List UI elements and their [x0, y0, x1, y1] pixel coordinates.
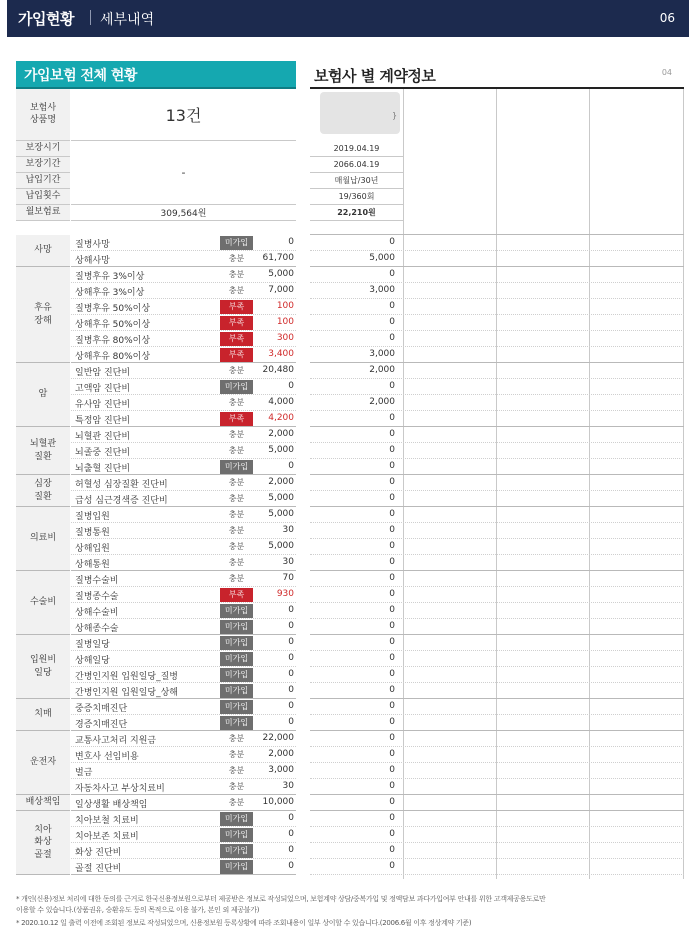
coverage-amount: 930	[276, 589, 294, 599]
coverage-row	[71, 699, 296, 715]
coverage-amount: 0	[288, 685, 294, 695]
coverage-name: 유사암 진단비	[75, 400, 131, 410]
coverage-status-badge: 충분	[228, 782, 245, 791]
header-divider	[90, 10, 91, 25]
contract-count: 13건	[71, 89, 296, 141]
payment-count-label: 납입횟수	[16, 189, 70, 205]
coverage-row	[71, 571, 296, 587]
coverage-amount: 30	[282, 557, 294, 567]
coverage-category: 치아 화상 골절	[16, 811, 70, 875]
contract-value-row	[310, 427, 684, 443]
coverage-category: 사망	[16, 235, 70, 267]
contract-value: 0	[389, 717, 395, 727]
coverage-status-badge: 부족	[220, 412, 253, 426]
contract-value: 0	[389, 525, 395, 535]
coverage-row	[71, 667, 296, 683]
coverage-status-badge: 미가입	[220, 460, 253, 474]
coverage-status-badge: 미가입	[220, 700, 253, 714]
coverage-row	[71, 619, 296, 635]
coverage-row	[71, 251, 296, 267]
coverage-category: 후유 장해	[16, 267, 70, 363]
contract-value-row	[310, 379, 684, 395]
contract-value: 0	[389, 509, 395, 519]
header-subtitle: 세부내역	[100, 12, 155, 28]
coverage-name: 뇌출혈 진단비	[75, 464, 131, 474]
coverage-amount: 0	[288, 381, 294, 391]
coverage-status-badge: 미가입	[220, 604, 253, 618]
coverage-name: 화상 진단비	[75, 848, 122, 858]
coverage-name: 일반암 진단비	[75, 368, 131, 378]
coverage-category: 치매	[16, 699, 70, 731]
coverage-row	[71, 379, 296, 395]
coverage-status-badge: 충분	[228, 798, 245, 807]
coverage-name: 질병후유 3%이상	[75, 272, 145, 282]
contract-value: 0	[389, 605, 395, 615]
contract-value: 0	[389, 669, 395, 679]
contract-value-row	[310, 731, 684, 747]
coverage-row	[71, 779, 296, 795]
contract-value-row	[310, 747, 684, 763]
coverage-row	[71, 315, 296, 331]
coverage-status-badge: 부족	[220, 348, 253, 362]
coverage-row	[71, 363, 296, 379]
contract-value-row	[310, 843, 684, 859]
coverage-amount: 0	[288, 237, 294, 247]
coverage-amount: 61,700	[262, 253, 294, 263]
coverage-row	[71, 635, 296, 651]
coverage-amount: 0	[288, 845, 294, 855]
contract-value-row	[310, 331, 684, 347]
coverage-name: 간병인지원 입원일당_상해	[75, 688, 178, 698]
coverage-name: 경증치매진단	[75, 720, 128, 730]
coverage-category: 뇌혈관 질환	[16, 427, 70, 475]
contract-value-row	[310, 651, 684, 667]
redacted-suffix: }	[392, 111, 398, 120]
coverage-status-badge: 미가입	[220, 652, 253, 666]
coverage-amount: 7,000	[268, 285, 294, 295]
coverage-status-badge: 부족	[220, 316, 253, 330]
coverage-row	[71, 683, 296, 699]
coverage-status-badge: 충분	[228, 430, 245, 439]
coverage-status-badge: 미가입	[220, 684, 253, 698]
coverage-status-badge: 미가입	[220, 828, 253, 842]
coverage-status-badge: 미가입	[220, 668, 253, 682]
header-title: 가입현황	[18, 10, 74, 28]
contract-value-row	[310, 395, 684, 411]
coverage-amount: 300	[276, 333, 294, 343]
coverage-row	[71, 507, 296, 523]
coverage-name: 상해종수술	[75, 624, 119, 634]
coverage-row	[71, 475, 296, 491]
coverage-row	[71, 795, 296, 811]
contract-value-row	[310, 539, 684, 555]
coverage-amount: 0	[288, 621, 294, 631]
contract-value: 0	[389, 573, 395, 583]
coverage-amount: 0	[288, 813, 294, 823]
coverage-name: 질병통원	[75, 528, 110, 538]
coverage-amount: 20,480	[262, 365, 294, 375]
coverage-name: 질병후유 80%이상	[75, 336, 151, 346]
coverage-name: 급성 심근경색증 진단비	[75, 496, 168, 506]
coverage-name: 상해통원	[75, 560, 110, 570]
contract-value: 0	[389, 381, 395, 391]
contract-value: 0	[389, 413, 395, 423]
header-page-number: 06	[659, 11, 675, 25]
coverage-status-badge: 충분	[228, 542, 245, 551]
contract-value-row	[310, 683, 684, 699]
contract-value: 0	[389, 701, 395, 711]
coverage-amount: 2,000	[268, 749, 294, 759]
coverage-amount: 5,000	[268, 269, 294, 279]
contract-value-row	[310, 763, 684, 779]
coverage-row	[71, 267, 296, 283]
contract-value: 0	[389, 557, 395, 567]
contract-value: 0	[389, 461, 395, 471]
coverage-amount: 3,400	[268, 349, 294, 359]
coverage-name: 상해후유 3%이상	[75, 288, 145, 298]
coverage-category: 수술비	[16, 571, 70, 635]
coverage-name: 간병인지원 입원일당_질병	[75, 672, 178, 682]
contract-value-row	[310, 699, 684, 715]
contract-value: 0	[389, 829, 395, 839]
contract-value: 3,000	[369, 285, 395, 295]
contract-value-row	[310, 251, 684, 267]
coverage-status-badge: 미가입	[220, 812, 253, 826]
contract-value: 0	[389, 541, 395, 551]
coverage-name: 치아보철 치료비	[75, 816, 139, 826]
coverage-row	[71, 491, 296, 507]
contract-value: 2,000	[369, 365, 395, 375]
coverage-amount: 0	[288, 701, 294, 711]
coverage-name: 상해사망	[75, 256, 110, 266]
coverage-name: 변호사 선임비용	[75, 752, 139, 762]
coverage-status-badge: 충분	[228, 270, 245, 279]
coverage-name: 상해일당	[75, 656, 110, 666]
coverage-row	[71, 459, 296, 475]
coverage-start-label: 보장시기	[16, 141, 70, 157]
contract-payment-method: 매월납/30년	[310, 173, 403, 189]
footnote: * 2020.10.12 일 출력 이전에 조회된 정보로 작성되었으며, 신용정보원 등록상황에 따라 조회내용이 일부 상이할 수 있습니다.(2006.6월 이후 정상계약 기준)	[16, 919, 472, 927]
monthly-premium-label: 월보험료	[16, 205, 70, 221]
coverage-name: 상해수술비	[75, 608, 119, 618]
footnote: * 개인(신용)정보 처리에 대한 동의를 근거로 한국신용정보원으로부터 제공받은 정보로 작성되었으며, 보험계약 상담/중복가입 및 정액담보 과다가입여부 안내를 위한 고객제공용도로만	[16, 895, 546, 903]
contract-value: 0	[389, 861, 395, 871]
contract-value-row	[310, 635, 684, 651]
contract-value: 0	[389, 317, 395, 327]
contract-value: 0	[389, 621, 395, 631]
coverage-row	[71, 523, 296, 539]
contract-value-row	[310, 587, 684, 603]
coverage-summary-title: 가입보험 전체 현황	[16, 61, 296, 87]
payment-period-label: 납입기간	[16, 173, 70, 189]
coverage-status-badge: 미가입	[220, 380, 253, 394]
coverage-amount: 2,000	[268, 429, 294, 439]
coverage-amount: 3,000	[268, 765, 294, 775]
coverage-amount: 100	[276, 301, 294, 311]
coverage-row	[71, 347, 296, 363]
coverage-row	[71, 331, 296, 347]
contract-value: 0	[389, 589, 395, 599]
coverage-name: 뇌졸중 진단비	[75, 448, 131, 458]
coverage-row	[71, 395, 296, 411]
coverage-row	[71, 411, 296, 427]
contract-value: 0	[389, 845, 395, 855]
coverage-row	[71, 299, 296, 315]
coverage-row	[71, 539, 296, 555]
coverage-name: 상해후유 50%이상	[75, 320, 151, 330]
coverage-status-badge: 부족	[220, 332, 253, 346]
contract-value: 5,000	[369, 253, 395, 263]
contract-value-row	[310, 459, 684, 475]
contract-value-row	[310, 267, 684, 283]
coverage-name: 상해후유 80%이상	[75, 352, 151, 362]
coverage-status-badge: 미가입	[220, 620, 253, 634]
coverage-name: 고액암 진단비	[75, 384, 131, 394]
contract-value: 0	[389, 429, 395, 439]
contract-value-row	[310, 299, 684, 315]
coverage-row	[71, 715, 296, 731]
coverage-category: 의료비	[16, 507, 70, 571]
contract-value-row	[310, 827, 684, 843]
coverage-status-badge: 충분	[228, 526, 245, 535]
contract-value-row	[310, 715, 684, 731]
coverage-amount: 30	[282, 781, 294, 791]
coverage-status-badge: 충분	[228, 398, 245, 407]
coverage-amount: 0	[288, 637, 294, 647]
insurer-product-label: 보험사 상품명	[16, 89, 70, 141]
coverage-row	[71, 603, 296, 619]
coverage-row	[71, 283, 296, 299]
contract-end-date: 2066.04.19	[310, 157, 403, 173]
contract-value-row	[310, 235, 684, 251]
contract-info-grid	[310, 89, 684, 879]
contract-value: 0	[389, 301, 395, 311]
coverage-row	[71, 747, 296, 763]
contract-value-row	[310, 779, 684, 795]
contract-value-row	[310, 443, 684, 459]
contract-value-row	[310, 411, 684, 427]
redacted-insurer-name	[320, 92, 400, 134]
coverage-status-badge: 충분	[228, 494, 245, 503]
coverage-name: 허혈성 심장질환 진단비	[75, 480, 168, 490]
contract-info-page: 04	[661, 68, 672, 77]
coverage-row	[71, 827, 296, 843]
coverage-name: 질병종수술	[75, 592, 119, 602]
contract-value: 0	[389, 653, 395, 663]
contract-value: 2,000	[369, 397, 395, 407]
coverage-amount: 0	[288, 829, 294, 839]
contract-value: 0	[389, 797, 395, 807]
coverage-row	[71, 587, 296, 603]
coverage-amount: 0	[288, 653, 294, 663]
coverage-status-badge: 충분	[228, 766, 245, 775]
coverage-name: 치아보존 치료비	[75, 832, 139, 842]
coverage-category: 심장 질환	[16, 475, 70, 507]
coverage-row	[71, 731, 296, 747]
coverage-amount: 0	[288, 461, 294, 471]
contract-value-row	[310, 667, 684, 683]
coverage-category: 운전자	[16, 731, 70, 795]
coverage-status-badge: 미가입	[220, 636, 253, 650]
coverage-row	[71, 843, 296, 859]
contract-value-row	[310, 555, 684, 571]
coverage-name: 질병수술비	[75, 576, 119, 586]
coverage-amount: 4,200	[268, 413, 294, 423]
coverage-status-badge: 미가입	[220, 844, 253, 858]
contract-value: 0	[389, 493, 395, 503]
contract-value-row	[310, 363, 684, 379]
coverage-category: 입원비 일당	[16, 635, 70, 699]
contract-value-row	[310, 811, 684, 827]
contract-value: 0	[389, 637, 395, 647]
coverage-category: 배상책임	[16, 795, 70, 811]
coverage-amount: 0	[288, 861, 294, 871]
coverage-row	[71, 651, 296, 667]
contract-value: 0	[389, 333, 395, 343]
coverage-amount: 5,000	[268, 445, 294, 455]
coverage-name: 질병후유 50%이상	[75, 304, 151, 314]
coverage-amount: 22,000	[262, 733, 294, 743]
footnote: 이용할 수 있습니다.(상품권유, 승환유도 등의 목적으로 이용 불가, 본인 외 제공불가)	[16, 906, 260, 914]
contract-value-row	[310, 347, 684, 363]
coverage-category: 암	[16, 363, 70, 427]
coverage-name: 뇌혈관 진단비	[75, 432, 131, 442]
coverage-name: 벌금	[75, 768, 93, 778]
coverage-amount: 100	[276, 317, 294, 327]
coverage-status-badge: 미가입	[220, 716, 253, 730]
coverage-row	[71, 443, 296, 459]
contract-value: 0	[389, 685, 395, 695]
contract-value-row	[310, 475, 684, 491]
contract-value-row	[310, 571, 684, 587]
coverage-row	[71, 763, 296, 779]
coverage-row	[71, 859, 296, 875]
contract-value: 0	[389, 269, 395, 279]
contract-value: 0	[389, 477, 395, 487]
contract-value: 0	[389, 445, 395, 455]
coverage-name: 특정암 진단비	[75, 416, 131, 426]
coverage-name: 질병입원	[75, 512, 110, 522]
coverage-status-badge: 부족	[220, 300, 253, 314]
coverage-row	[71, 811, 296, 827]
coverage-amount: 0	[288, 669, 294, 679]
coverage-status-badge: 충분	[228, 510, 245, 519]
contract-value: 0	[389, 749, 395, 759]
coverage-amount: 0	[288, 717, 294, 727]
coverage-status-badge: 충분	[228, 558, 245, 567]
coverage-status-badge: 미가입	[220, 236, 253, 250]
coverage-name: 교통사고처리 지원금	[75, 736, 157, 746]
coverage-status-badge: 충분	[228, 254, 245, 263]
coverage-name: 일상생활 배상책임	[75, 800, 148, 810]
contract-value: 0	[389, 813, 395, 823]
coverage-name: 질병사망	[75, 240, 110, 250]
contract-value: 0	[389, 781, 395, 791]
coverage-amount: 2,000	[268, 477, 294, 487]
coverage-name: 상해입원	[75, 544, 110, 554]
contract-value-row	[310, 315, 684, 331]
coverage-status-badge: 충분	[228, 734, 245, 743]
coverage-status-badge: 충분	[228, 574, 245, 583]
coverage-status-badge: 충분	[228, 286, 245, 295]
contract-value-row	[310, 859, 684, 875]
coverage-row	[71, 427, 296, 443]
coverage-amount: 5,000	[268, 541, 294, 551]
coverage-amount: 4,000	[268, 397, 294, 407]
contract-start-date: 2019.04.19	[310, 141, 403, 157]
contract-value-row	[310, 795, 684, 811]
page-header	[7, 0, 689, 37]
coverage-amount: 5,000	[268, 509, 294, 519]
summary-dash: -	[71, 141, 296, 205]
coverage-amount: 0	[288, 605, 294, 615]
coverage-row	[71, 235, 296, 251]
contract-value: 0	[389, 237, 395, 247]
contract-value-row	[310, 619, 684, 635]
coverage-status-badge: 미가입	[220, 860, 253, 874]
coverage-name: 골절 진단비	[75, 864, 122, 874]
contract-value: 0	[389, 765, 395, 775]
coverage-status-badge: 충분	[228, 366, 245, 375]
coverage-status-badge: 부족	[220, 588, 253, 602]
coverage-name: 자동차사고 부상치료비	[75, 784, 165, 794]
contract-value: 0	[389, 733, 395, 743]
contract-payment-count: 19/360회	[310, 189, 403, 205]
coverage-amount: 30	[282, 525, 294, 535]
coverage-amount: 10,000	[262, 797, 294, 807]
coverage-name: 질병일당	[75, 640, 110, 650]
contract-info-title: 보험사 별 계약정보	[314, 67, 436, 85]
coverage-amount: 70	[282, 573, 294, 583]
coverage-name: 중증치매진단	[75, 704, 128, 714]
contract-value-row	[310, 507, 684, 523]
contract-value-row	[310, 283, 684, 299]
contract-value-row	[310, 523, 684, 539]
coverage-status-badge: 충분	[228, 446, 245, 455]
coverage-status-badge: 충분	[228, 478, 245, 487]
contract-premium: 22,210원	[310, 205, 403, 221]
contract-value-row	[310, 603, 684, 619]
contract-value-row	[310, 491, 684, 507]
coverage-amount: 5,000	[268, 493, 294, 503]
contract-value: 3,000	[369, 349, 395, 359]
coverage-period-label: 보장기간	[16, 157, 70, 173]
coverage-status-badge: 충분	[228, 750, 245, 759]
coverage-row	[71, 555, 296, 571]
monthly-premium-value: 309,564원	[71, 205, 296, 221]
